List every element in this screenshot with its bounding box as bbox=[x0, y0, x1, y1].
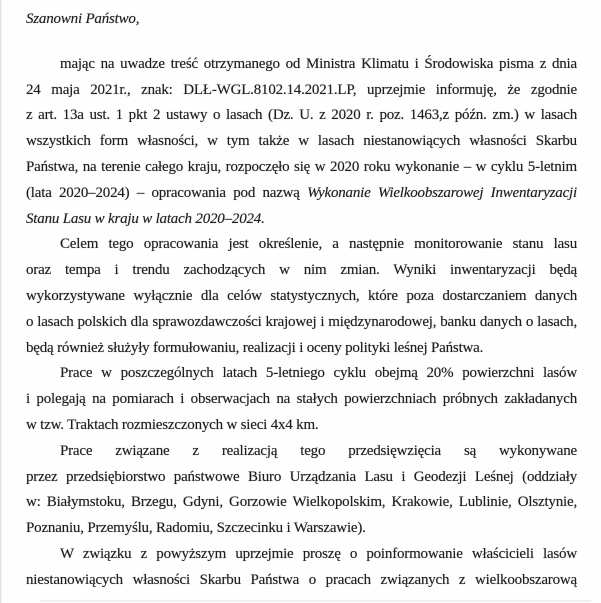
text-segment: i polegają na pomiarach i obserwacjach na stałych powierzchniach próbnych zakładanych bbox=[26, 391, 577, 408]
text-line bbox=[26, 465, 577, 491]
text-line bbox=[26, 284, 577, 310]
paragraph bbox=[26, 232, 577, 361]
text-line bbox=[26, 336, 577, 362]
text-line bbox=[26, 258, 577, 284]
text-line bbox=[26, 181, 577, 207]
text-segment: o lasach polskich dla sprawozdawczości krajowej i międzynarodowej, banku danych o lasach, bbox=[26, 313, 577, 330]
salutation: Szanowni Państwo, bbox=[26, 11, 140, 27]
document-body bbox=[26, 7, 577, 594]
text-segment: wykorzystywane wyłącznie dla celów statystycznych, które poza dostarczaniem danych bbox=[26, 287, 577, 304]
text-line bbox=[26, 361, 577, 387]
scan-edge-artifact bbox=[0, 0, 2, 603]
text-line bbox=[26, 310, 577, 336]
text-line bbox=[26, 207, 577, 233]
text-segment: 24 maja 2021r., znak: DLŁ-WGL.8102.14.2021.LP, uprzejmie informuję, że zgodnie bbox=[26, 81, 577, 98]
text-line bbox=[26, 568, 577, 594]
text-segment: w: Białymstoku, Brzegu, Gdyni, Gorzowie Wielkopolskim, Krakowie, Lublinie, Olsztynie, bbox=[26, 494, 577, 511]
text-segment: z art. 13a ust. 1 pkt 2 ustawy o lasach (Dz. U. z 2020 r. poz. 1463,z późn. zm.) w lasach bbox=[26, 107, 577, 124]
text-line bbox=[26, 490, 577, 516]
paragraph bbox=[26, 361, 577, 438]
text-line bbox=[26, 542, 577, 568]
text-line bbox=[26, 387, 577, 413]
text-segment: oraz tempa i trendu zachodzących w nim zmian. Wyniki inwentaryzacji będą bbox=[26, 262, 577, 279]
text-line bbox=[26, 129, 577, 155]
document-paragraphs bbox=[26, 52, 577, 594]
text-line bbox=[26, 516, 577, 542]
scan-smudge-artifact bbox=[40, 600, 591, 602]
paragraph bbox=[26, 439, 577, 542]
text-segment: przez przedsiębiorstwo państwowe Biuro Urządzania Lasu i Geodezji Leśnej (oddziały bbox=[26, 468, 577, 485]
italic-text-segment: Stanu Lasu w kraju w latach 2020–2024. bbox=[26, 210, 265, 227]
text-segment: Poznaniu, Przemyślu, Radomiu, Szczecinku i Warszawie). bbox=[26, 520, 366, 537]
text-segment: wszystkich form własności, w tym także w lasach niestanowiących własności Skarbu bbox=[26, 133, 577, 150]
text-line bbox=[26, 52, 577, 78]
text-line bbox=[26, 78, 577, 104]
text-segment: Prace w poszczególnych latach 5-letniego cyklu obejmą 20% powierzchni lasów bbox=[60, 365, 577, 382]
text-segment: będą również służyły formułowaniu, realizacji i oceny polityki leśnej Państwa. bbox=[26, 339, 484, 356]
text-line bbox=[26, 232, 577, 258]
text-segment: W związku z powyższym uprzejmie proszę o poinformowanie właścicieli lasów bbox=[60, 545, 577, 562]
text-line bbox=[26, 155, 577, 181]
paragraph bbox=[26, 52, 577, 233]
paragraph bbox=[26, 542, 577, 594]
text-segment: (lata 2020–2024) – opracowania pod nazwą bbox=[26, 184, 308, 201]
text-segment: niestanowiących własności Skarbu Państwa o pracach związanych z wielkoobszarową bbox=[26, 571, 577, 588]
text-segment: Państwa, na terenie całego kraju, rozpoczęło się w 2020 roku wykonanie – w cyklu 5-letnim bbox=[26, 158, 577, 175]
text-segment: w tzw. Traktach rozmieszczonych w sieci 4x4 km. bbox=[26, 416, 319, 433]
text-line bbox=[26, 413, 577, 439]
text-line bbox=[26, 439, 577, 465]
text-segment: Prace związane z realizacją tego przedsięwzięcia są wykonywane bbox=[60, 442, 577, 459]
text-segment: Celem tego opracowania jest określenie, a następnie monitorowanie stanu lasu bbox=[60, 236, 577, 253]
text-line bbox=[26, 103, 577, 129]
text-segment: mając na uwadze treść otrzymanego od Ministra Klimatu i Środowiska pisma z dnia bbox=[60, 55, 577, 72]
italic-text-segment: Wykonanie Wielkoobszarowej Inwentaryzacji bbox=[307, 184, 577, 201]
